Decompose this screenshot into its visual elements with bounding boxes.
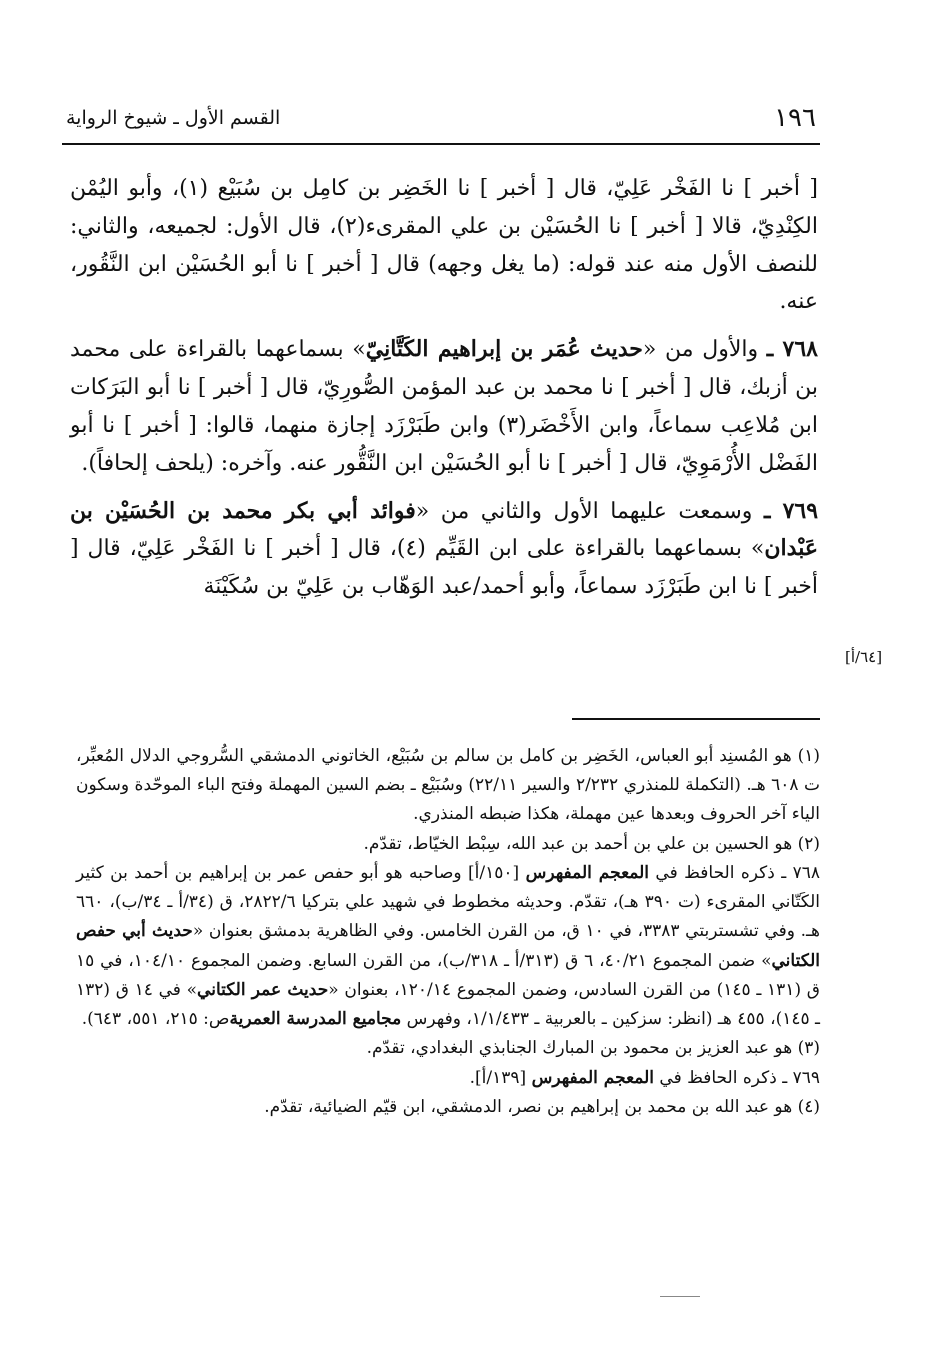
paragraph-text: وسمعت عليهما الأول والثاني من « bbox=[415, 498, 764, 524]
entry-number-769: ٧٦٩ ـ bbox=[763, 497, 819, 524]
paragraph-continuation: [ أخبر ] نا الفَخْر عَلِيّ، قال [ أخبر ] نا الخَضِر بن كامِل بن سُبَيْع (١)، وأبو اليُمْن الكِنْدِيّ، قالا [ أخبر ] نا الحُسَيْن بن علي المقرىء(٢)، قال الأول: لجميعه، والثاني: للنصف الأول منه عند قوله: (ما يغل وجهه) قال [ أخبر ] نا أبو الحُسَيْن ابن النَّقُور، عنه. bbox=[70, 176, 818, 315]
footnote-separator bbox=[572, 718, 820, 720]
cited-title: حديث أبي حفص الكتاني bbox=[76, 921, 820, 971]
page-number: ١٩٦ bbox=[774, 103, 816, 133]
footnote-3: (٣) هو عبد العزيز بن محمود بن المبارك الجنابذي البغدادي، تقدّم. bbox=[366, 1038, 820, 1059]
paragraph-768 bbox=[70, 331, 818, 482]
footnote-text: [١٥٠/أ] وصاحبه هو أبو حفص عمر بن إبراهيم بن أحمد بن كثير الكَتّاني المقرىء (ت ٣٩٠ هـ)، تقدّم. وحديثه مخطوط في شهيد علي بتركيا ٢٨٢٢/٦، ق (٣٤/أ ـ ٣٤/ب)، ٦٦٠ هـ. وفي تشستربتي ٣٣٨٣، في ١٠ ق، من القرن الخامس. وفي الظاهرية بدمشق بعنوان « bbox=[76, 862, 820, 942]
manuscript-folio-marker: [٦٤/أ] bbox=[845, 648, 883, 666]
entry-number-768: ٧٦٨ ـ bbox=[766, 336, 818, 363]
cited-title: المعجم المفهرس bbox=[531, 1067, 655, 1088]
footnote-text: [١٣٩/أ]. bbox=[469, 1067, 532, 1088]
paragraph-text: والأول من « bbox=[642, 337, 767, 363]
footnote-2: (٢) هو الحسين بن علي بن أحمد بن عبد الله، سِبْط الخيّاط، تقدّم. bbox=[363, 833, 820, 854]
footnote-text: » في ١٤ ق (١٣٢ ـ ١٤٥)، ٤٥٥ هـ (انظر: سزكين ـ بالعربية ـ ١/١/٤٣٣، وفهرس bbox=[76, 979, 820, 1030]
footnote-769 bbox=[76, 1064, 820, 1093]
footnote-4: (٤) هو عبد الله بن محمد بن إبراهيم بن نصر، الدمشقي، ابن قيّم الضيائية، تقدّم. bbox=[264, 1096, 820, 1117]
cited-title: مجاميع المدرسة العمرية bbox=[229, 1009, 402, 1030]
paragraph-769 bbox=[70, 493, 818, 606]
footnote-text: ص: ٢١٥، ٥٥١، ٦٤٣). bbox=[81, 1009, 230, 1030]
footnotes bbox=[76, 742, 820, 1122]
footnote-text: ٧٦٨ ـ ذكره الحافظ في bbox=[649, 862, 820, 883]
cited-title: المعجم المفهرس bbox=[525, 862, 650, 883]
footnote-text: ٧٦٩ ـ ذكره الحافظ في bbox=[654, 1067, 820, 1088]
footnote-1: (١) هو المُسنِد أبو العباس، الخَضِر بن كامل بن سالم بن سُبَيْع، الخاتوني الدمشقي السُّروجي الدلال المُعبِّر، ت ٦٠٨ هـ. (التكملة للمنذري ٢/٢٣٢ والسير ٢٢/١١) وسُبَيْع ـ بضم السين المهملة وفتح الباء الموحّدة وسكون الياء آخر الحروف وبعدها عين مهملة، هكذا ضبطه المنذري. bbox=[76, 746, 820, 825]
page-header bbox=[62, 95, 820, 145]
footnote-768 bbox=[76, 859, 820, 1034]
work-title: حديث عُمَر بن إبراهيم الكَتَّانِيّ bbox=[365, 336, 643, 363]
page-end-mark bbox=[660, 1296, 700, 1297]
paragraph-text: » بسماعهما بالقراءة على ابن القَيِّم (٤)، قال [ أخبر ] نا الفَخْر عَلِيّ، قال [ أخبر ] نا ابن طَبَرْزَد سماعاً، وأبو أحمد/عبد الوَهّاب بن عَلِيّ بن سُكَيْنَة bbox=[70, 536, 818, 600]
running-head: القسم الأول ـ شيوخ الرواية bbox=[66, 107, 281, 129]
paragraph-text: » بسماعهما بالقراءة على محمد بن أزبك، قال [ أخبر ] نا محمد بن عبد المؤمن الصُّورِيّ، قال [ أخبر ] نا أبو البَرَكات ابن مُلاعِب سماعاً، وابن الأَخْضَر(٣) وابن طَبَرْزَد إجازة منهما، قالوا: [ أخبر ] نا أبو الفَضْل الأُرْمَوِيّ، قال [ أخبر ] نا أبو الحُسَيْن ابن النَّقُّور عنه. وآخره: (يلحف إلحافاً). bbox=[70, 337, 819, 476]
work-title: فوائد أبي بكر محمد بن الحُسَيْن بن عَبْدان bbox=[70, 497, 818, 562]
main-text bbox=[70, 170, 818, 616]
cited-title: حديث عمر الكتاني bbox=[197, 979, 329, 1000]
footnote-text: » ضمن المجموع ٤٠/٢١، ٦ ق (٣١٣/أ ـ ٣١٨/ب)، من القرن السابع. وضمن المجموع ١٠٤/١٠، في ١٥ ق (١٣١ ـ ١٤٥) من القرن السادس، وضمن المجموع ١٢٠/١٤، بعنوان « bbox=[76, 950, 820, 1000]
